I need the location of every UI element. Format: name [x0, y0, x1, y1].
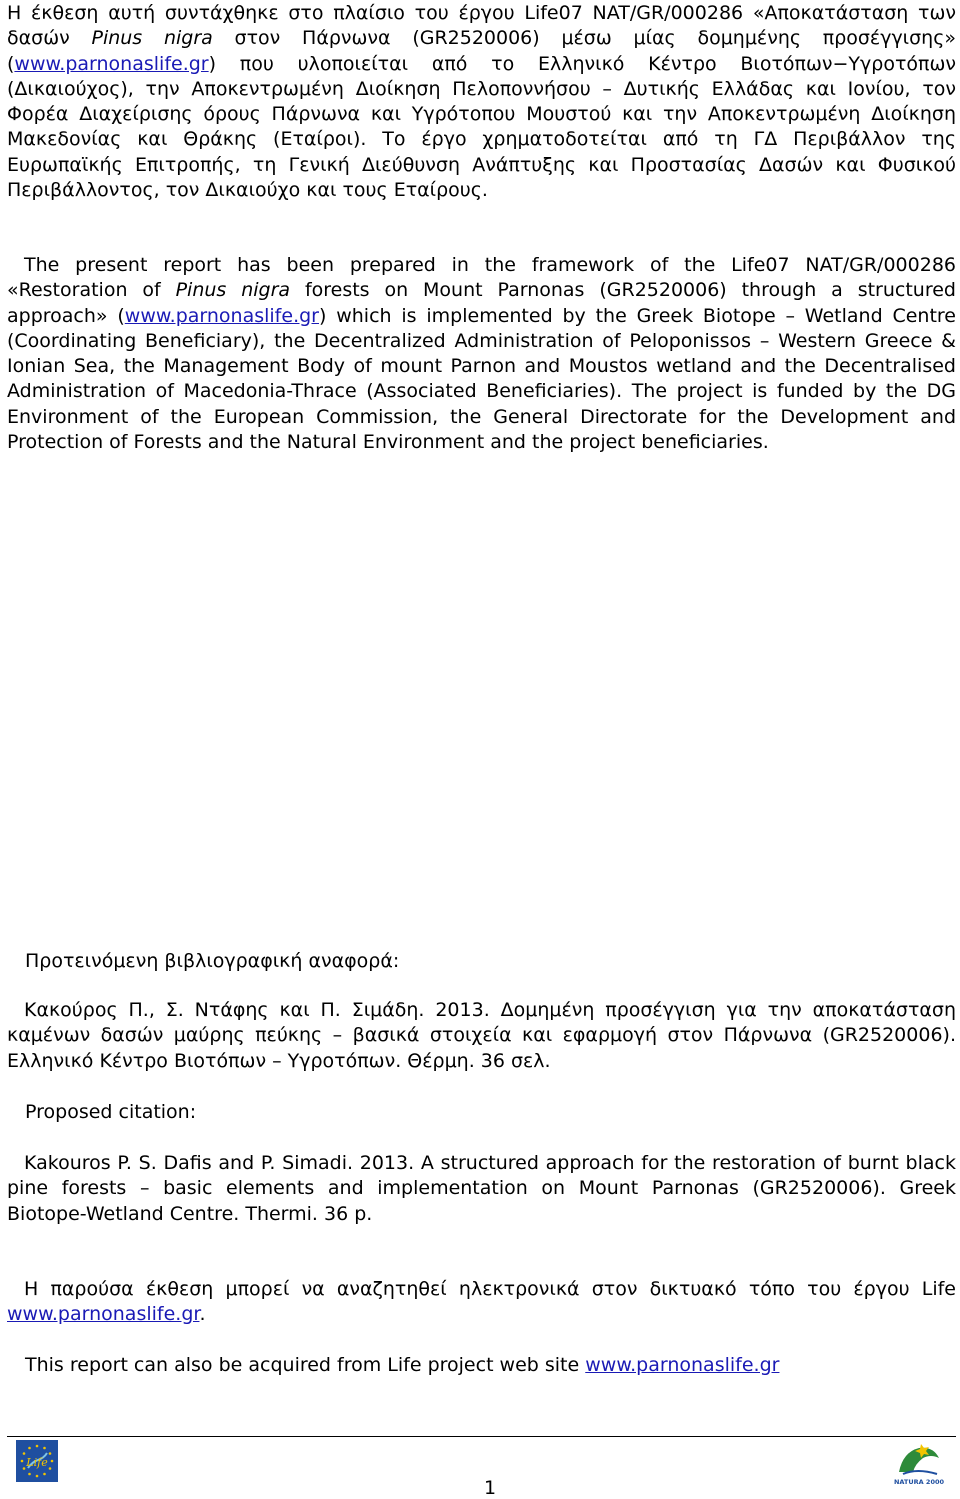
- availability-gr-tail: .: [199, 1303, 206, 1326]
- greek-intro-species: Pinus nigra: [91, 27, 213, 50]
- availability-gr-link[interactable]: www.parnonaslife.gr: [7, 1303, 200, 1326]
- availability-gr-text: Η παρούσα έκθεση μπορεί να αναζητηθεί ηλεκτρονικά στον δικτυακό τόπο του έργου Life: [24, 1278, 956, 1300]
- english-intro-link[interactable]: www.parnonaslife.gr: [124, 304, 319, 327]
- citation-en-text: Kakouros P. S. Dafis and P. Simadi. 2013. A structured approach for the restoration of burnt black pine forests – basic elements and implementation on Mount Parnonas (GR2520006). Greek Biotope-Wetland Centre. Thermi. 36 p.: [7, 1152, 956, 1225]
- citation-gr-text: Κακούρος Π., Σ. Ντάφης και Π. Σιμάδη. 2013. Δομημένη προσέγγιση για την αποκατάσταση καμένων δασών μαύρης πεύκης – βασικά στοιχεία και εφαρμογή στον Πάρνωνα (GR2520006). Ελληνικό Κέντρο Βιοτόπων – Υγροτόπων. Θέρμη. 36 σελ.: [7, 999, 956, 1072]
- life-logo-text: Life: [26, 1456, 48, 1469]
- english-intro-text: The present report has been prepared in the framework of the Life07 NAT/GR/000286 «Restoration of: [7, 254, 956, 302]
- greek-intro-text-3: ) που υλοποιείται από το Ελληνικό Κέντρο Βιοτόπων−Υγροτόπων (Δικαιούχος), την Αποκεντρωμένη Διοίκηση Πελοποννήσου – Δυτικής Ελλάδας και Ιονίου, τον Φορέα Διαχείρισης όρους Πάρνωνα και Υγρότοπου Μουστού και την Αποκεντρωμένη Διοίκηση Μακεδονίας και Θράκης (Εταίροι). Το έργο χρηματοδοτείται από τη ΓΔ Περιβάλλον της Ευρωπαϊκής Επιτροπής, τη Γενική Διεύθυνση Ανάπτυξης και Προστασίας Δασών και Φυσικού Περιβάλλοντος, τον Δικαιούχο και τους Εταίρους.: [7, 52, 956, 202]
- greek-intro-paragraph: [7, 1, 956, 203]
- natura-logo-text: NATURA 2000: [893, 1478, 945, 1486]
- availability-gr: [7, 1277, 956, 1328]
- greek-intro-text: Η έκθεση αυτή συντάχθηκε στο πλαίσιο του έργου Life07 NAT/GR/000286 «Αποκατάσταση των δασών: [7, 2, 956, 50]
- life-logo: [16, 1440, 58, 1482]
- english-intro-text-2: forests on Mount Parnonas (GR2520006) through a structured approach» (: [7, 279, 956, 327]
- citation-gr-heading: Προτεινόμενη βιβλιογραφική αναφορά:: [25, 950, 400, 972]
- availability-en: [25, 1353, 779, 1378]
- greek-intro-link[interactable]: www.parnonaslife.gr: [14, 52, 209, 75]
- english-intro-text-3: ) which is implemented by the Greek Biotope – Wetland Centre (Coordinating Beneficiary), the Decentralized Administration of Peloponissos – Western Greece & Ionian Sea, the Management Body of mount Parnon and Moustos wetland and the Decentralised Administration of Macedonia-Thrace (Associated Beneficiaries). The project is funded by the DG Environment of the European Commission, the General Directorate for the Development and Protection of Forests and the Natural Environment and the project beneficiaries.: [7, 304, 956, 454]
- life-logo-icon: [16, 1440, 58, 1482]
- footer-rule: [7, 1436, 956, 1437]
- availability-en-text: This report can also be acquired from Life project web site: [25, 1354, 586, 1376]
- greek-intro-text-2: στον Πάρνωνα (GR2520006) μέσω μίας δομημένης προσέγγισης» (: [7, 27, 956, 75]
- page-number: 1: [483, 1477, 497, 1499]
- citation-en-heading: Proposed citation:: [25, 1101, 197, 1123]
- availability-en-link[interactable]: www.parnonaslife.gr: [585, 1354, 780, 1376]
- english-intro-paragraph: [7, 253, 956, 455]
- english-intro-species: Pinus nigra: [175, 279, 291, 302]
